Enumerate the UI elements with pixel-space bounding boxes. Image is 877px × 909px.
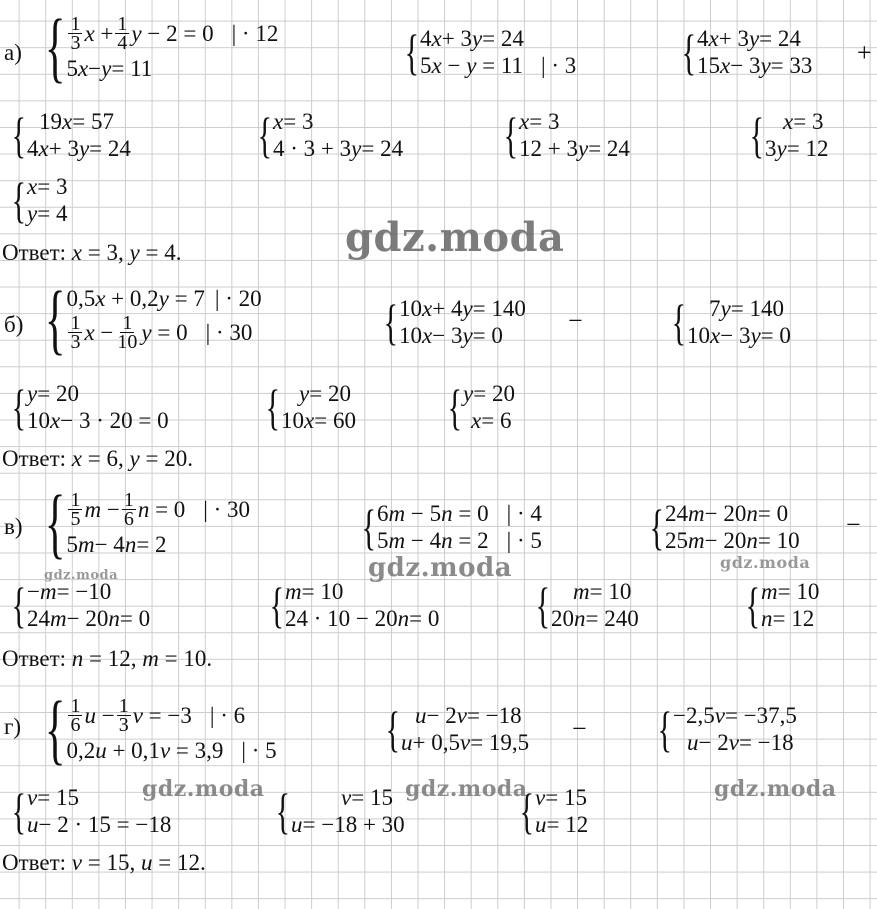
equation: y = 20 — [27, 381, 79, 406]
multiplier: | · 3 — [541, 53, 577, 78]
fraction-denominator: 3 — [70, 32, 81, 54]
brace-icon: { — [44, 275, 66, 362]
brace-icon: { — [447, 379, 462, 435]
brace-icon: { — [503, 107, 518, 163]
multiplier: | · 30 — [203, 496, 251, 522]
brace-icon: { — [11, 379, 26, 435]
brace-icon: { — [383, 294, 398, 350]
equation: u − 2 v = −18 — [687, 730, 794, 755]
brace-icon: { — [519, 783, 534, 839]
equation: v = 15 — [535, 785, 587, 810]
system-v-3 — [640, 500, 800, 554]
equation-text: x + — [84, 20, 114, 46]
multiplier: | · 5 — [241, 737, 277, 763]
brace-icon: { — [535, 577, 550, 633]
fraction-denominator: 10 — [117, 331, 138, 353]
equation: x = 3 — [783, 109, 824, 134]
operator-minus: − — [568, 306, 583, 335]
answer-a: Ответ: x = 3, y = 4. — [2, 240, 182, 265]
brace-icon: { — [657, 701, 672, 757]
equation: u − 2 v = −18 — [415, 703, 522, 728]
brace-icon: { — [404, 24, 419, 80]
equation-text: m − — [84, 496, 120, 522]
system-a-5 — [248, 108, 403, 162]
fraction-denominator: 6 — [123, 508, 134, 530]
equation-text: u − — [84, 702, 115, 728]
multiplier: | · 4 — [506, 501, 542, 526]
brace-icon: { — [649, 499, 664, 555]
equation: n = 12 — [761, 606, 815, 631]
part-label-b: б) — [4, 312, 24, 337]
system-a-8 — [2, 173, 67, 227]
system-b-2 — [374, 295, 526, 349]
fraction-denominator: 3 — [70, 331, 81, 353]
equation-text: y − 2 = 0 — [131, 20, 214, 46]
watermark-logo: gdz.moda — [368, 553, 513, 583]
system-v-1 — [28, 479, 251, 566]
system-a-3 — [672, 25, 812, 79]
brace-icon: { — [11, 172, 26, 228]
part-label-a: а) — [4, 40, 22, 65]
system-g-5 — [266, 784, 405, 838]
multiplier: | · 20 — [214, 285, 262, 311]
watermark-logo: gdz.moda — [405, 776, 528, 802]
watermark-logo: gdz.moda — [142, 776, 265, 802]
equation: m = 10 — [285, 579, 344, 604]
system-v-2 — [352, 500, 542, 554]
equation: 3 y = 12 — [765, 136, 829, 161]
multiplier: | · 5 — [506, 528, 542, 553]
fraction-denominator: 5 — [70, 508, 81, 530]
multiplier: | · 12 — [231, 20, 279, 46]
equation: 5 x − y = 11 — [66, 55, 153, 81]
equation: 10 x − 3 · 20 = 0 — [27, 408, 169, 433]
fraction-numerator: 1 — [123, 489, 134, 511]
answer-g: Ответ: v = 15, u = 12. — [2, 850, 206, 875]
brace-icon: { — [269, 577, 284, 633]
system-v-7 — [736, 578, 819, 632]
equation: y = 4 — [27, 201, 68, 226]
system-v-6 — [526, 578, 639, 632]
equation: 5m − 4n = 2 — [377, 528, 489, 553]
equation-text: n = 0 — [137, 496, 186, 522]
system-a-4 — [2, 108, 131, 162]
watermark-logo: gdz.moda — [345, 214, 565, 261]
equation: − m = −10 — [27, 579, 112, 604]
equation: 25 m − 20 n = 10 — [665, 528, 800, 553]
brace-icon: { — [681, 24, 696, 80]
fraction-numerator: 1 — [118, 695, 129, 717]
brace-icon: { — [11, 783, 26, 839]
equation: 19 x = 57 — [39, 109, 114, 134]
system-a-2 — [395, 25, 576, 79]
part-label-v: в) — [4, 514, 23, 539]
fraction-denominator: 3 — [118, 714, 129, 736]
fraction-numerator: 1 — [70, 312, 81, 334]
brace-icon: { — [11, 577, 26, 633]
multiplier: | · 30 — [205, 319, 253, 345]
system-b-1 — [28, 275, 262, 362]
brace-icon: { — [44, 3, 66, 90]
equation — [66, 695, 276, 737]
equation: u − 2 · 15 = −18 — [27, 812, 172, 837]
equation: 5x − y = 11 — [420, 53, 524, 78]
equation: 4 x + 3 y = 24 — [27, 136, 131, 161]
equation: 10 x − 3 y = 0 — [687, 323, 791, 348]
equation: 10 x − 3 y = 0 — [399, 323, 503, 348]
equation: m = 10 — [573, 579, 632, 604]
equation: 10 x = 60 — [281, 408, 356, 433]
equation: 10 x + 4 y = 140 — [399, 296, 526, 321]
equation: y = 20 — [299, 381, 351, 406]
fraction-numerator: 1 — [70, 13, 81, 35]
answer-b: Ответ: x = 6, y = 20. — [2, 446, 193, 471]
system-b-3 — [662, 295, 791, 349]
equation: y = 20 — [463, 381, 515, 406]
equation: x = 3 — [519, 109, 560, 134]
answer-v: Ответ: n = 12, m = 10. — [2, 646, 213, 671]
brace-icon: { — [11, 107, 26, 163]
equation: m = 10 — [761, 579, 820, 604]
operator-plus: + — [857, 38, 872, 67]
watermark-logo: gdz.moda — [720, 553, 811, 572]
equation: v = 15 — [341, 785, 393, 810]
equation — [66, 312, 261, 354]
brace-icon: { — [745, 577, 760, 633]
brace-icon: { — [275, 783, 290, 839]
equation: x = 3 — [27, 174, 68, 199]
fraction-denominator: 4 — [117, 32, 128, 54]
equation: 0,2u + 0,1v = 3,9 — [66, 737, 224, 763]
brace-icon: { — [361, 499, 376, 555]
equation — [66, 13, 278, 55]
part-label-g: г) — [4, 714, 22, 739]
system-g-2 — [376, 702, 529, 756]
brace-icon: { — [385, 701, 400, 757]
system-b-4 — [2, 380, 169, 434]
brace-icon: { — [44, 479, 66, 566]
equation: u = −18 + 30 — [291, 812, 405, 837]
equation: 5 m − 4 n = 2 — [66, 531, 167, 557]
system-b-5 — [256, 380, 356, 434]
equation: x = 3 — [273, 109, 314, 134]
system-g-3 — [648, 702, 797, 756]
equation: 0,5x + 0,2y = 7 — [66, 285, 205, 311]
system-a-7 — [740, 108, 828, 162]
operator-minus: − — [846, 510, 861, 539]
fraction-numerator: 1 — [122, 312, 133, 334]
equation: 24 · 10 − 20 n = 0 — [285, 606, 440, 631]
equation-text: x − — [84, 319, 114, 345]
equation: 24 m − 20 n = 0 — [665, 501, 789, 526]
equation: 7 y = 140 — [709, 296, 784, 321]
equation: v = 15 — [27, 785, 79, 810]
equation: x = 6 — [471, 408, 512, 433]
equation: 24 m − 20 n = 0 — [27, 606, 151, 631]
brace-icon: { — [44, 685, 66, 772]
multiplier: | · 6 — [209, 702, 246, 728]
system-v-4 — [2, 578, 150, 632]
equation: 20 n = 240 — [551, 606, 639, 631]
equation-text: v = −3 — [132, 702, 192, 728]
fraction-numerator: 1 — [70, 695, 81, 717]
system-v-5 — [260, 578, 439, 632]
equation: −2,5 v = −37,5 — [673, 703, 797, 728]
system-a-6 — [494, 108, 630, 162]
watermark-logo: gdz.moda — [44, 568, 119, 583]
equation: 15 x − 3 y = 33 — [697, 53, 813, 78]
fraction-numerator: 1 — [117, 13, 128, 35]
equation: 4 · 3 + 3 y = 24 — [273, 136, 404, 161]
operator-minus: − — [572, 714, 587, 743]
watermark-logo: gdz.moda — [714, 776, 837, 802]
equation: 4 x + 3 y = 24 — [697, 26, 801, 51]
equation — [66, 489, 250, 531]
system-g-1 — [28, 685, 277, 772]
system-a-1 — [28, 3, 279, 90]
equation: 4 x + 3 y = 24 — [420, 26, 524, 51]
equation: 12 + 3 y = 24 — [519, 136, 630, 161]
fraction-denominator: 6 — [70, 714, 81, 736]
equation: 6m − 5n = 0 — [377, 501, 489, 526]
equation: u + 0,5 v = 19,5 — [401, 730, 530, 755]
fraction-numerator: 1 — [70, 489, 81, 511]
equation-text: y = 0 — [141, 319, 188, 345]
system-b-6 — [438, 380, 515, 434]
brace-icon: { — [265, 379, 280, 435]
brace-icon: { — [257, 107, 272, 163]
brace-icon: { — [671, 294, 686, 350]
equation: u = 12 — [535, 812, 589, 837]
brace-icon: { — [749, 107, 764, 163]
